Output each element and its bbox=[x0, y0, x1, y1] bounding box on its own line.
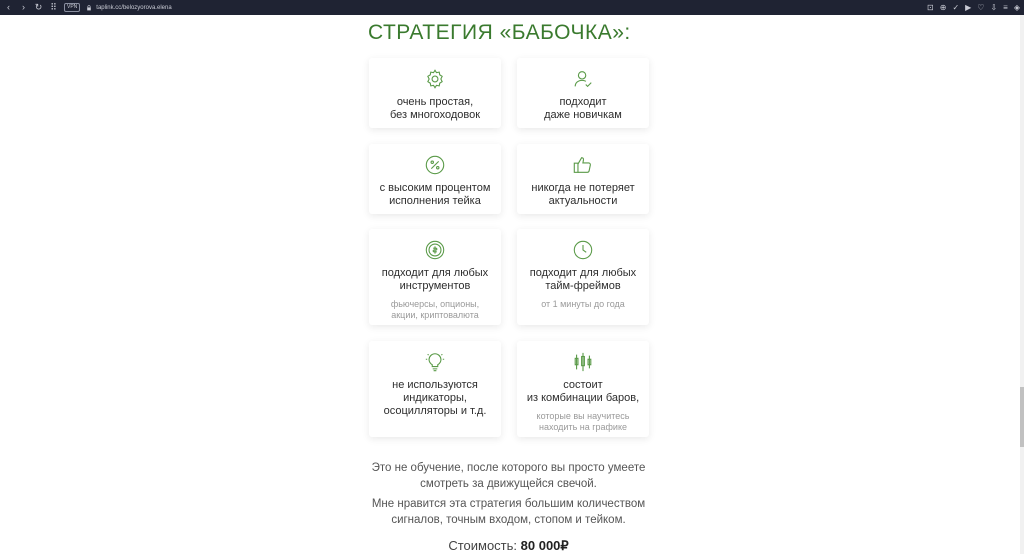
browser-toolbar bbox=[0, 0, 1024, 15]
nav-buttons bbox=[0, 0, 58, 15]
vpn-badge[interactable]: VPN bbox=[64, 3, 80, 12]
feature-card-no-indicators bbox=[369, 341, 501, 437]
feature-card-beginners bbox=[517, 58, 649, 128]
price-label: Стоимость: bbox=[448, 538, 518, 553]
address-bar[interactable]: taplink.cc/belozyorova.elena bbox=[96, 4, 172, 11]
feature-card-simple bbox=[369, 58, 501, 128]
check-icon[interactable]: ✓ bbox=[952, 3, 960, 12]
clock-icon bbox=[572, 239, 594, 261]
feature-title: подходит для любых тайм-фреймов bbox=[529, 267, 637, 292]
reload-icon[interactable]: ↻ bbox=[34, 2, 43, 12]
price-value: 80 000₽ bbox=[520, 538, 569, 553]
feature-card-bars bbox=[517, 341, 649, 437]
toolbar-actions bbox=[927, 0, 1020, 15]
candlestick-icon bbox=[572, 351, 594, 373]
thumbs-up-icon bbox=[572, 154, 594, 176]
forward-icon[interactable]: › bbox=[22, 2, 25, 12]
feature-card-timeframes bbox=[517, 229, 649, 325]
feature-card-relevance bbox=[517, 144, 649, 214]
grid-icon[interactable]: ⠿ bbox=[50, 2, 57, 12]
menu-icon[interactable]: ≡ bbox=[1003, 3, 1008, 12]
heart-icon[interactable]: ♡ bbox=[977, 3, 985, 12]
feature-title: подходит для любых инструментов bbox=[381, 267, 489, 292]
feature-title: с высоким процентом исполнения тейка bbox=[379, 182, 491, 207]
feature-title: состоит из комбинации баров, bbox=[526, 379, 640, 404]
price-line bbox=[360, 538, 657, 554]
share-icon[interactable]: ⊕ bbox=[939, 3, 947, 12]
feature-title: подходит даже новичкам bbox=[544, 96, 622, 121]
gear-icon bbox=[424, 68, 446, 90]
description-paragraph-1: Это не обучение, после которого вы просто умеете смотреть за движущейся свечой. bbox=[371, 462, 646, 490]
user-check-icon bbox=[572, 68, 594, 90]
page-title: СТРАТЕГИЯ «БАБОЧКА»: bbox=[368, 21, 631, 44]
feature-subtitle: которые вы научитесь находить на графике bbox=[536, 411, 630, 432]
extensions-icon[interactable]: ▶ bbox=[965, 3, 972, 12]
feature-card-take-rate bbox=[369, 144, 501, 214]
download-icon[interactable]: ⇩ bbox=[990, 3, 998, 12]
feature-title: не используются индикаторы, осоцилляторы и т.д. bbox=[383, 379, 487, 417]
feature-card-instruments bbox=[369, 229, 501, 325]
lock-icon bbox=[86, 5, 92, 11]
percent-icon bbox=[424, 154, 446, 176]
shield-icon[interactable]: ◈ bbox=[1013, 3, 1020, 12]
lightbulb-icon bbox=[424, 351, 446, 373]
back-icon[interactable]: ‹ bbox=[7, 2, 10, 12]
coin-icon bbox=[424, 239, 446, 261]
scrollbar[interactable] bbox=[1020, 15, 1024, 554]
bookmark-icon[interactable]: ⊡ bbox=[927, 3, 934, 12]
feature-subtitle: от 1 минуты до года bbox=[541, 299, 625, 309]
feature-title: очень простая, без многоходовок bbox=[389, 96, 481, 121]
feature-subtitle: фьючерсы, опционы, акции, криптовалюта bbox=[390, 299, 480, 320]
feature-title: никогда не потеряет актуальности bbox=[531, 182, 635, 207]
description-paragraph-2: Мне нравится эта стратегия большим количеством сигналов, точным входом, стопом и тейком. bbox=[371, 498, 646, 526]
scrollbar-thumb[interactable] bbox=[1020, 387, 1024, 447]
